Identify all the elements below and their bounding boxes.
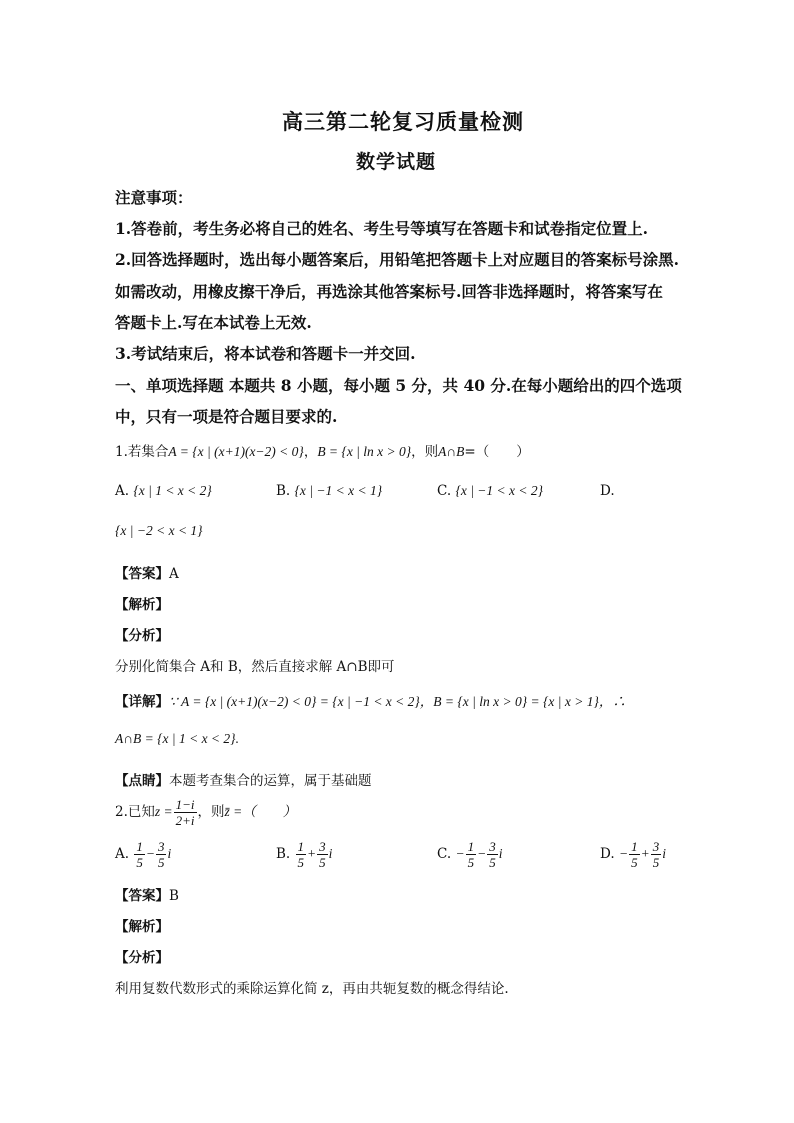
frac-num: 1 bbox=[136, 839, 143, 854]
frac-den: 5 bbox=[319, 855, 326, 870]
q2-fenxi-text: 利用复数代数形式的乘除运算化简 z，再由共轭复数的概念得结论. bbox=[115, 981, 509, 997]
dianjing-tag: 【点睛】 bbox=[115, 773, 169, 789]
note-item-2-line1: 2.回答选择题时，选出每小题答案后，用铅笔把答题卡上对应题目的答案标号涂黑. bbox=[115, 250, 680, 269]
q2-zbar: z̄ =（ ） bbox=[224, 804, 297, 819]
q1-option-c bbox=[437, 483, 543, 499]
frac-num: 1 bbox=[297, 839, 305, 854]
q1-stem bbox=[115, 440, 530, 460]
q1-option-a-label: A. bbox=[115, 483, 130, 499]
section-heading-line2: 中，只有一项是符合题目要求的. bbox=[115, 407, 338, 426]
q2-analysis-tag: 【解析】 bbox=[115, 919, 169, 935]
note-item-2-line3: 答题卡上.写在本试卷上无效. bbox=[115, 313, 312, 332]
q1-ask: ，则 bbox=[411, 444, 439, 460]
frac-num: 1 bbox=[467, 839, 475, 854]
q1-fenxi-tag: 【分析】 bbox=[115, 628, 169, 644]
page-title: 高三第二轮复习质量检测 bbox=[282, 109, 524, 134]
q1-blank: =（ ） bbox=[464, 444, 530, 460]
q2-option-b bbox=[276, 840, 332, 869]
q2-fenxi-tag: 【分析】 bbox=[115, 950, 169, 966]
q2-ask: ，则 bbox=[197, 804, 225, 820]
frac-den: 5 bbox=[136, 855, 143, 870]
section-heading-line1: 一、单项选择题 本题共 8 小题，每小题 5 分，共 40 分.在每小题给出的四个选项 bbox=[115, 376, 682, 395]
q2-prefix: 2.已知 bbox=[115, 804, 155, 820]
op-minus: − bbox=[477, 846, 487, 861]
answer-value: B bbox=[169, 888, 179, 904]
frac-num: 3 bbox=[319, 839, 326, 854]
q1-detail bbox=[115, 690, 626, 710]
detail-text: ∵ A = {x | (x+1)(x−2) < 0} = {x | −1 < x < 2}，B = {x | ln x > 0} = {x | x > 1}，∴ bbox=[169, 694, 626, 709]
q1-option-b bbox=[276, 483, 382, 499]
q2-b-frac1 bbox=[296, 840, 307, 869]
frac-den: 5 bbox=[297, 855, 305, 870]
op-plus: + bbox=[307, 846, 317, 861]
q2-a-frac1 bbox=[134, 840, 145, 869]
q2-a-frac2 bbox=[156, 840, 167, 869]
q2-c-frac2 bbox=[487, 840, 498, 869]
q2-answer bbox=[115, 884, 179, 904]
q1-comma: ， bbox=[303, 444, 318, 460]
frac-den: 5 bbox=[489, 855, 496, 870]
q2-fraction-num: 1−i bbox=[175, 797, 195, 812]
op-minus: − bbox=[145, 846, 155, 861]
detail-tag: 【详解】 bbox=[115, 694, 169, 710]
notes-heading: 注意事项： bbox=[115, 188, 193, 207]
q1-dianjing bbox=[115, 769, 372, 789]
q2-option-b-label: B. bbox=[276, 846, 291, 862]
q1-fenxi-text: 分别化简集合 A和 B，然后直接求解 A∩B即可 bbox=[115, 659, 395, 675]
frac-den: 5 bbox=[467, 855, 475, 870]
page-subtitle: 数学试题 bbox=[356, 151, 437, 173]
q1-option-a bbox=[115, 483, 212, 499]
imag-unit: i bbox=[328, 846, 333, 861]
note-item-2-line2: 如需改动，用橡皮擦干净后，再选涂其他答案标号.回答非选择题时，将答案写在 bbox=[115, 282, 663, 301]
frac-den: 5 bbox=[157, 855, 165, 870]
q2-d-frac2 bbox=[651, 840, 662, 869]
q2-z: z = bbox=[154, 804, 173, 819]
dianjing-text: 本题考查集合的运算，属于基础题 bbox=[169, 773, 372, 789]
answer-tag: 【答案】 bbox=[115, 888, 169, 904]
q1-option-d-label: D. bbox=[600, 483, 615, 499]
q2-c-frac1 bbox=[466, 840, 477, 869]
imag-unit: i bbox=[167, 846, 172, 861]
op-plus: + bbox=[640, 846, 650, 861]
q1-option-b-text: {x | −1 < x < 1} bbox=[294, 483, 383, 498]
q1-detail-line2: A∩B = {x | 1 < x < 2}. bbox=[115, 731, 239, 746]
q2-fraction bbox=[174, 798, 197, 827]
frac-den: 5 bbox=[652, 855, 660, 870]
q2-option-a-label: A. bbox=[115, 846, 130, 862]
q1-option-c-text: {x | −1 < x < 2} bbox=[455, 483, 544, 498]
q1-option-d-text: {x | −2 < x < 1} bbox=[115, 523, 203, 538]
frac-num: 3 bbox=[652, 839, 660, 854]
op-minus: − bbox=[618, 846, 629, 861]
q2-option-c bbox=[437, 840, 502, 869]
q2-option-d bbox=[600, 840, 666, 869]
op-minus: − bbox=[455, 846, 465, 861]
frac-num: 3 bbox=[157, 839, 165, 854]
frac-den: 5 bbox=[631, 855, 638, 870]
q1-prefix: 1.若集合 bbox=[115, 444, 169, 460]
note-item-1: 1.答卷前，考生务必将自己的姓名、考生号等填写在答题卡和试卷指定位置上. bbox=[115, 219, 649, 238]
answer-value: A bbox=[169, 566, 179, 582]
q1-option-b-label: B. bbox=[276, 483, 291, 499]
q1-set-b: B = {x | ln x > 0} bbox=[317, 444, 412, 459]
q2-option-d-label: D. bbox=[600, 846, 615, 862]
q1-set-a: A = {x | (x+1)(x−2) < 0} bbox=[168, 444, 304, 459]
q2-stem bbox=[115, 798, 296, 827]
frac-num: 3 bbox=[489, 839, 496, 854]
q1-answer bbox=[115, 562, 179, 582]
q1-expr: A∩B bbox=[438, 444, 465, 459]
note-item-3: 3.考试结束后，将本试卷和答题卡一并交回. bbox=[115, 344, 416, 363]
q2-option-c-label: C. bbox=[437, 846, 452, 862]
imag-unit: i bbox=[498, 846, 503, 861]
q2-option-a bbox=[115, 840, 171, 869]
q2-b-frac2 bbox=[317, 840, 328, 869]
q2-d-frac1 bbox=[629, 840, 640, 869]
q1-option-c-label: C. bbox=[437, 483, 452, 499]
frac-num: 1 bbox=[631, 839, 638, 854]
q1-option-a-text: {x | 1 < x < 2} bbox=[133, 483, 212, 498]
q1-analysis-tag: 【解析】 bbox=[115, 597, 169, 613]
q2-fraction-den: 2+i bbox=[175, 813, 195, 828]
answer-tag: 【答案】 bbox=[115, 566, 169, 582]
imag-unit: i bbox=[662, 846, 666, 861]
